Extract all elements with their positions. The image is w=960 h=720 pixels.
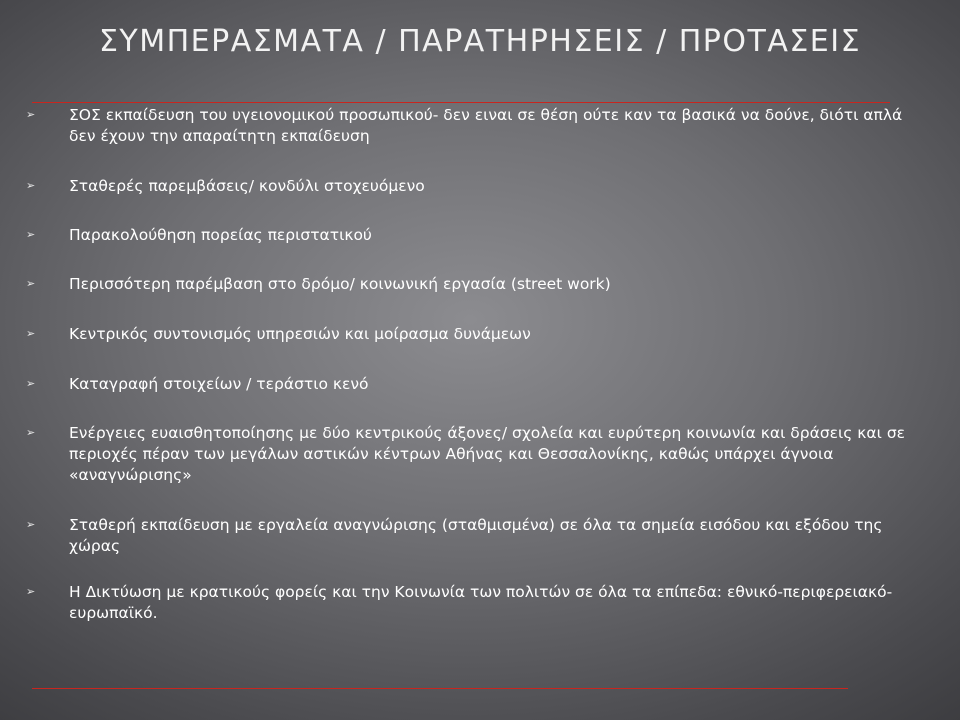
- bullet-arrow-icon: ➢: [26, 277, 36, 290]
- bullet-arrow-icon: ➢: [26, 585, 36, 598]
- bullet-arrow-icon: ➢: [26, 108, 36, 121]
- bullet-text: Παρακολούθηση πορείας περιστατικού: [69, 226, 372, 244]
- bullet-arrow-icon: ➢: [26, 518, 36, 531]
- bullet-text: Σταθερή εκπαίδευση με εργαλεία αναγνώρισης (σταθμισμένα) σε όλα τα σημεία εισόδου και εξόδου της χώρας: [69, 516, 883, 555]
- bullet-text: Ενέργειες ευαισθητοποίησης με δύο κεντρικούς άξονες/ σχολεία και ευρύτερη κοινωνία και δράσεις και σε περιοχές πέραν των μεγάλων αστικών κέντρων Αθήνας και Θεσσαλονίκης, καθώς υπάρχει άγνοια «αναγνώρισης»: [69, 424, 906, 484]
- bullet-text: ΣΟΣ εκπαίδευση του υγειονομικού προσωπικού- δεν ειναι σε θέση ούτε καν τα βασικά να δούνε, διότι απλά δεν έχουν την απαραίτητη εκπαίδευση: [69, 106, 903, 145]
- bullet-arrow-icon: ➢: [26, 228, 36, 241]
- bullet-arrow-icon: ➢: [26, 327, 36, 340]
- footer-divider-line: [32, 688, 848, 689]
- bullet-text: Περισσότερη παρέμβαση στο δρόμο/ κοινωνική εργασία (street work): [69, 275, 611, 293]
- bullet-arrow-icon: ➢: [26, 377, 36, 390]
- bullet-arrow-icon: ➢: [26, 179, 36, 192]
- bullet-arrow-icon: ➢: [26, 426, 36, 439]
- slide-title: ΣΥΜΠΕΡΑΣΜΑΤΑ / ΠΑΡΑΤΗΡΗΣΕΙΣ / ΠΡΟΤΑΣΕΙΣ: [98, 24, 862, 59]
- title-divider-line: [32, 102, 890, 103]
- bullet-text: Κεντρικός συντονισμός υπηρεσιών και μοίρασμα δυνάμεων: [69, 325, 531, 343]
- bullet-text: Καταγραφή στοιχείων / τεράστιο κενό: [69, 375, 369, 393]
- bullet-text: Η Δικτύωση με κρατικούς φορείς και την Κοινωνία των πολιτών σε όλα τα επίπεδα: εθνικό-περιφερειακό-ευρωπαϊκό.: [69, 583, 893, 622]
- bullet-text: Σταθερές παρεμβάσεις/ κονδύλι στοχευόμενο: [69, 177, 425, 195]
